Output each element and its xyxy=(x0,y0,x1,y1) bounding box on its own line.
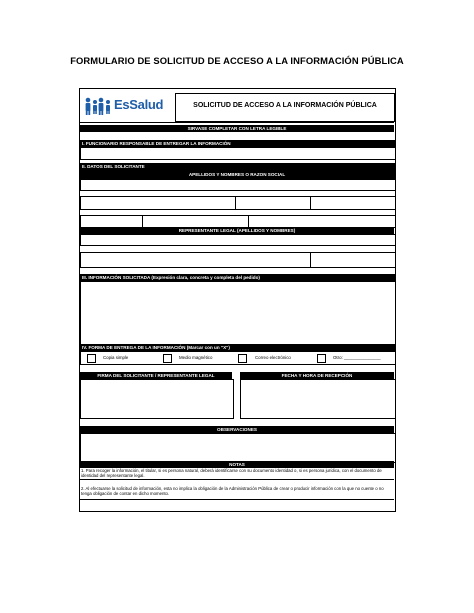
note-2: 2. Al efectuarse la solicitud de información, esta no implica la obligación de la Administración Pública de crear o producir información con la que no cuente o no tenga obligación de contar en dicho momento. xyxy=(80,486,394,500)
legal-rep-name-field[interactable] xyxy=(80,234,396,246)
observations-field[interactable] xyxy=(80,433,396,463)
email-option-label: Correo electrónico xyxy=(255,355,291,360)
district-field[interactable] xyxy=(235,196,313,210)
section-3-header: III. INFORMACIÓN SOLICITADA (Expresión clara, concreta y completa del pedido) xyxy=(80,274,396,281)
family-icon xyxy=(84,96,114,116)
name-header: APELLIDOS Y NOMBRES O RAZON SOCIAL xyxy=(188,172,286,177)
magnetic-label: Medio magnético xyxy=(179,355,213,360)
observations-header: OBSERVACIONES xyxy=(80,426,394,433)
other-label: Otro: _______________ xyxy=(333,355,381,360)
legal-rep-header: REPRESENTANTE LEGAL (APELLIDOS Y NOMBRES) xyxy=(80,227,394,234)
province-field[interactable] xyxy=(310,196,396,210)
instructions-bar: SIRVASE COMPLETAR CON LETRA LEGIBLE xyxy=(80,125,394,132)
section-4-header: IV. FORMA DE ENTREGA DE LA INFORMACIÓN (Marcar con un "X") xyxy=(80,344,396,351)
copy-checkbox[interactable] xyxy=(87,354,96,363)
email-checkbox[interactable] xyxy=(238,354,247,363)
other-checkbox[interactable] xyxy=(317,354,326,363)
date-header: FECHA Y HORA DE RECEPCIÓN xyxy=(240,372,394,379)
essalud-logo xyxy=(84,96,170,116)
note-1: 1. Para recoger la información, el titular, si es persona natural, deberá identificarse con su documento identidad o, si es persona jurídica, con el documento de identidad del representante legal. xyxy=(80,468,394,480)
delivery-options-row xyxy=(80,351,396,365)
signature-header: FIRMA DEL SOLICITANTE / REPRESENTANTE LEGAL xyxy=(80,372,232,379)
rep-dni-field[interactable] xyxy=(310,252,396,268)
signature-field[interactable] xyxy=(80,379,234,419)
form-title: SOLICITUD DE ACCESO A LA INFORMACIÓN PÚBLICA xyxy=(193,102,377,109)
applicant-name-field[interactable] xyxy=(80,179,396,191)
logo-text: EsSalud xyxy=(114,97,164,112)
document-title: FORMULARIO DE SOLICITUD DE ACCESO A LA INFORMACIÓN PÚBLICA xyxy=(70,55,404,66)
request-form xyxy=(79,88,396,512)
rep-address-field[interactable] xyxy=(80,252,313,268)
reception-date-field[interactable] xyxy=(240,379,396,419)
form-title-box xyxy=(175,93,395,122)
section-2-label: II. DATOS DEL SOLICITANTE xyxy=(82,164,145,169)
requested-info-field[interactable] xyxy=(80,281,396,345)
magnetic-checkbox[interactable] xyxy=(163,354,172,363)
address-field[interactable] xyxy=(80,196,238,210)
responsible-official-field[interactable] xyxy=(80,147,396,160)
form-header xyxy=(80,89,394,123)
notes-header: NOTAS xyxy=(80,461,394,468)
copy-label: Copia simple xyxy=(103,355,129,360)
section-1-header: I. FUNCIONARIO RESPONSABLE DE ENTREGAR LA INFORMACIÓN xyxy=(80,140,396,147)
